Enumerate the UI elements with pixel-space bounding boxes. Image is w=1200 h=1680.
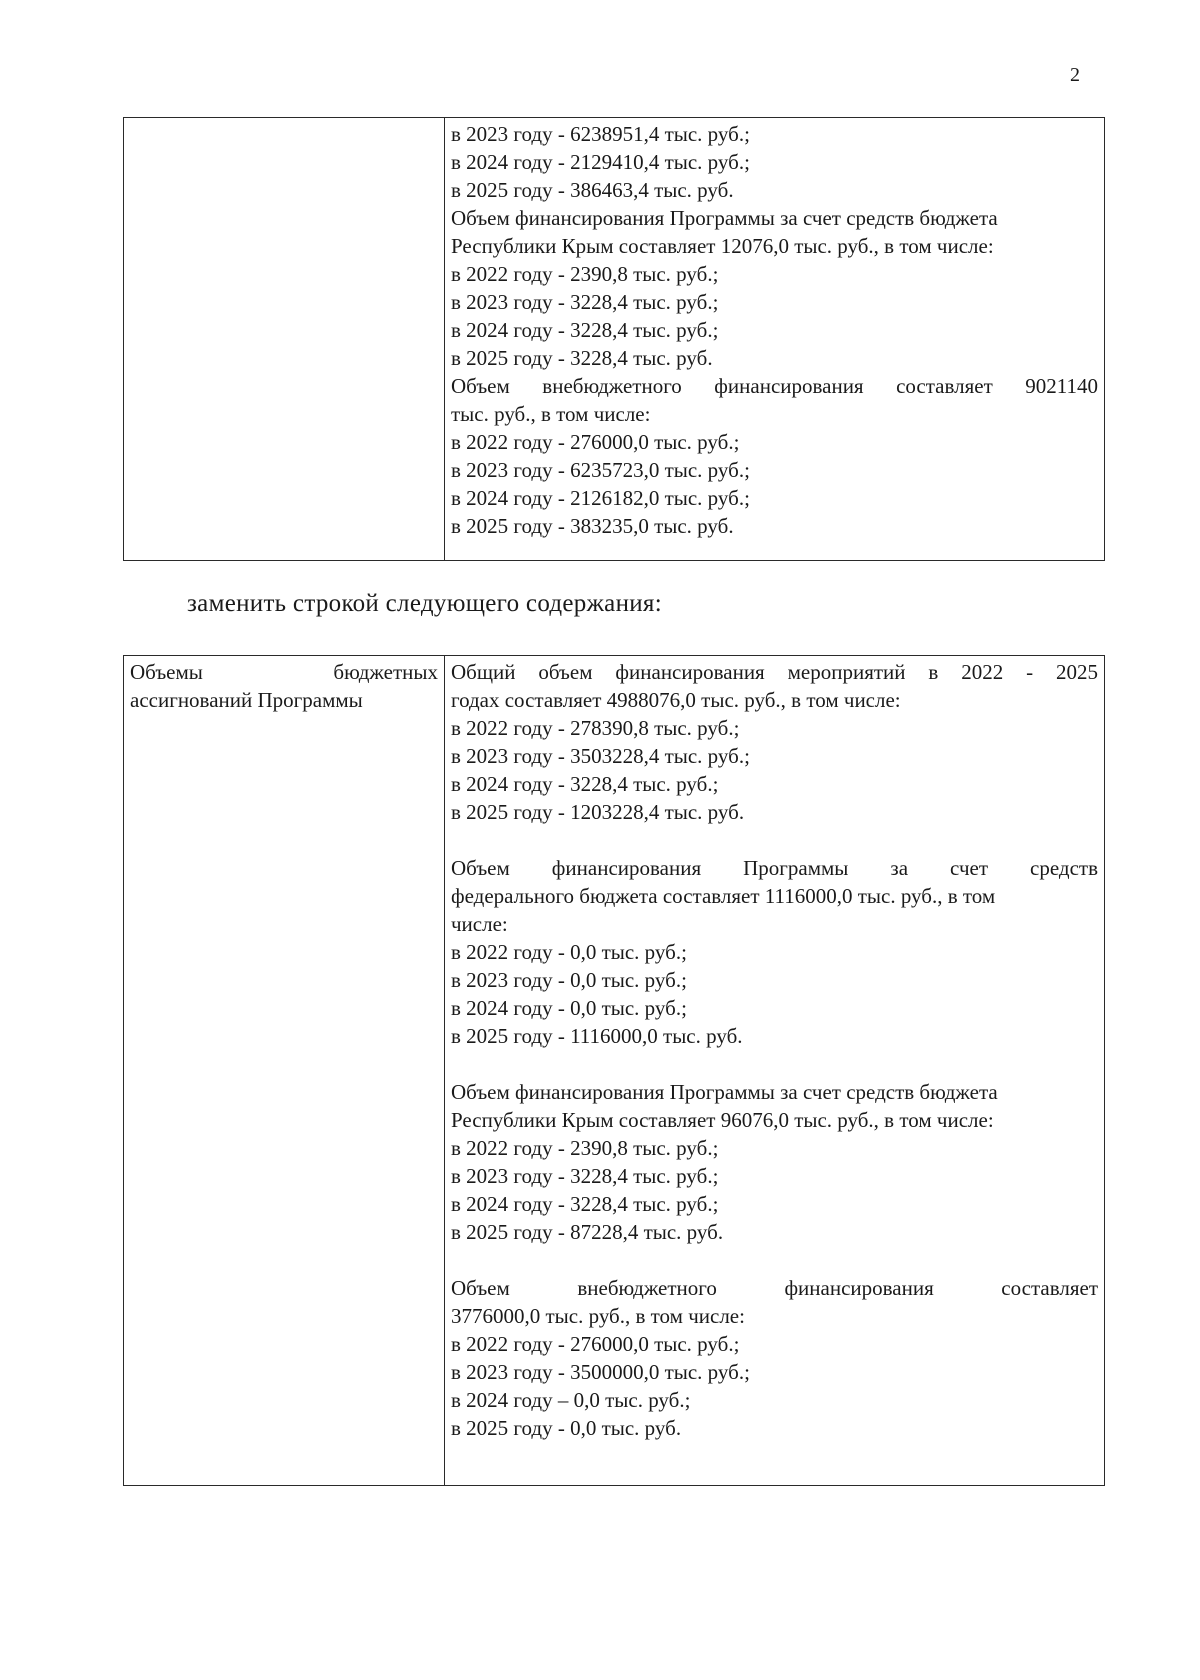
list-item: Республики Крым составляет 12076,0 тыс. руб., в том числе: (451, 234, 994, 258)
new-row-label-cell (124, 656, 445, 1486)
list-item: в 2024 году - 3228,4 тыс. руб.; (451, 318, 719, 342)
row-label: Объемы бюджетных (130, 660, 438, 684)
list-item: Общий объем финансирования мероприятий в 2022 - 2025 (451, 660, 1098, 684)
list-item: в 2023 году - 3503228,4 тыс. руб.; (451, 744, 750, 768)
list-item: годах составляет 4988076,0 тыс. руб., в том числе: (451, 688, 901, 712)
list-item: в 2024 году - 0,0 тыс. руб.; (451, 996, 687, 1020)
list-item: в 2024 году - 2126182,0 тыс. руб.; (451, 486, 750, 510)
list-item: в 2022 году - 2390,8 тыс. руб.; (451, 262, 719, 286)
list-item: 3776000,0 тыс. руб., в том числе: (451, 1304, 745, 1328)
list-item: в 2023 году - 0,0 тыс. руб.; (451, 968, 687, 992)
table-row (124, 118, 1105, 561)
old-row-label-cell (124, 118, 445, 561)
list-item: Объем внебюджетного финансирования составляет 9021140 (451, 374, 1098, 398)
list-item: Республики Крым составляет 96076,0 тыс. руб., в том числе: (451, 1108, 994, 1132)
list-item: в 2022 году - 2390,8 тыс. руб.; (451, 1136, 719, 1160)
list-item: в 2025 году - 0,0 тыс. руб. (451, 1416, 682, 1440)
old-row-content-cell (445, 118, 1105, 561)
list-item: в 2023 году - 3500000,0 тыс. руб.; (451, 1360, 750, 1384)
list-item: в 2024 году – 0,0 тыс. руб.; (451, 1388, 691, 1412)
list-item: в 2022 году - 276000,0 тыс. руб.; (451, 430, 740, 454)
list-item: тыс. руб., в том числе: (451, 402, 651, 426)
list-item: в 2025 году - 87228,4 тыс. руб. (451, 1220, 724, 1244)
list-item: в 2025 году - 1203228,4 тыс. руб. (451, 800, 745, 824)
new-row-content-cell (445, 656, 1105, 1486)
list-item: в 2023 году - 3228,4 тыс. руб.; (451, 290, 719, 314)
paragraph-gap (451, 1050, 1098, 1078)
row-label: ассигнований Программы (130, 688, 363, 712)
list-item: в 2023 году - 3228,4 тыс. руб.; (451, 1164, 719, 1188)
list-item: в 2022 году - 278390,8 тыс. руб.; (451, 716, 740, 740)
new-row-table (123, 655, 1105, 1486)
list-item: в 2025 году - 383235,0 тыс. руб. (451, 514, 734, 538)
paragraph-gap (451, 826, 1098, 854)
list-item: в 2025 году - 386463,4 тыс. руб. (451, 178, 734, 202)
list-item: Объем финансирования Программы за счет средств бюджета (451, 206, 998, 230)
list-item: Объем финансирования Программы за счет средств бюджета (451, 1080, 998, 1104)
list-item: в 2022 году - 0,0 тыс. руб.; (451, 940, 687, 964)
list-item: числе: (451, 912, 508, 936)
paragraph-gap (451, 1246, 1098, 1274)
list-item: федерального бюджета составляет 1116000,0 тыс. руб., в том (451, 884, 996, 908)
list-item: в 2022 году - 276000,0 тыс. руб.; (451, 1332, 740, 1356)
list-item: в 2023 году - 6235723,0 тыс. руб.; (451, 458, 750, 482)
table-row (124, 656, 1105, 1486)
list-item: в 2024 году - 3228,4 тыс. руб.; (451, 1192, 719, 1216)
list-item: Объем внебюджетного финансирования составляет (451, 1276, 1098, 1300)
list-item: Объем финансирования Программы за счет средств (451, 856, 1098, 880)
list-item: в 2023 году - 6238951,4 тыс. руб.; (451, 122, 750, 146)
list-item: в 2024 году - 3228,4 тыс. руб.; (451, 772, 719, 796)
list-item: в 2024 году - 2129410,4 тыс. руб.; (451, 150, 750, 174)
list-item: в 2025 году - 1116000,0 тыс. руб. (451, 1024, 743, 1048)
replace-instruction: заменить строкой следующего содержания: (187, 590, 662, 617)
old-row-table (123, 117, 1105, 561)
page-number: 2 (1070, 64, 1080, 86)
list-item: в 2025 году - 3228,4 тыс. руб. (451, 346, 713, 370)
